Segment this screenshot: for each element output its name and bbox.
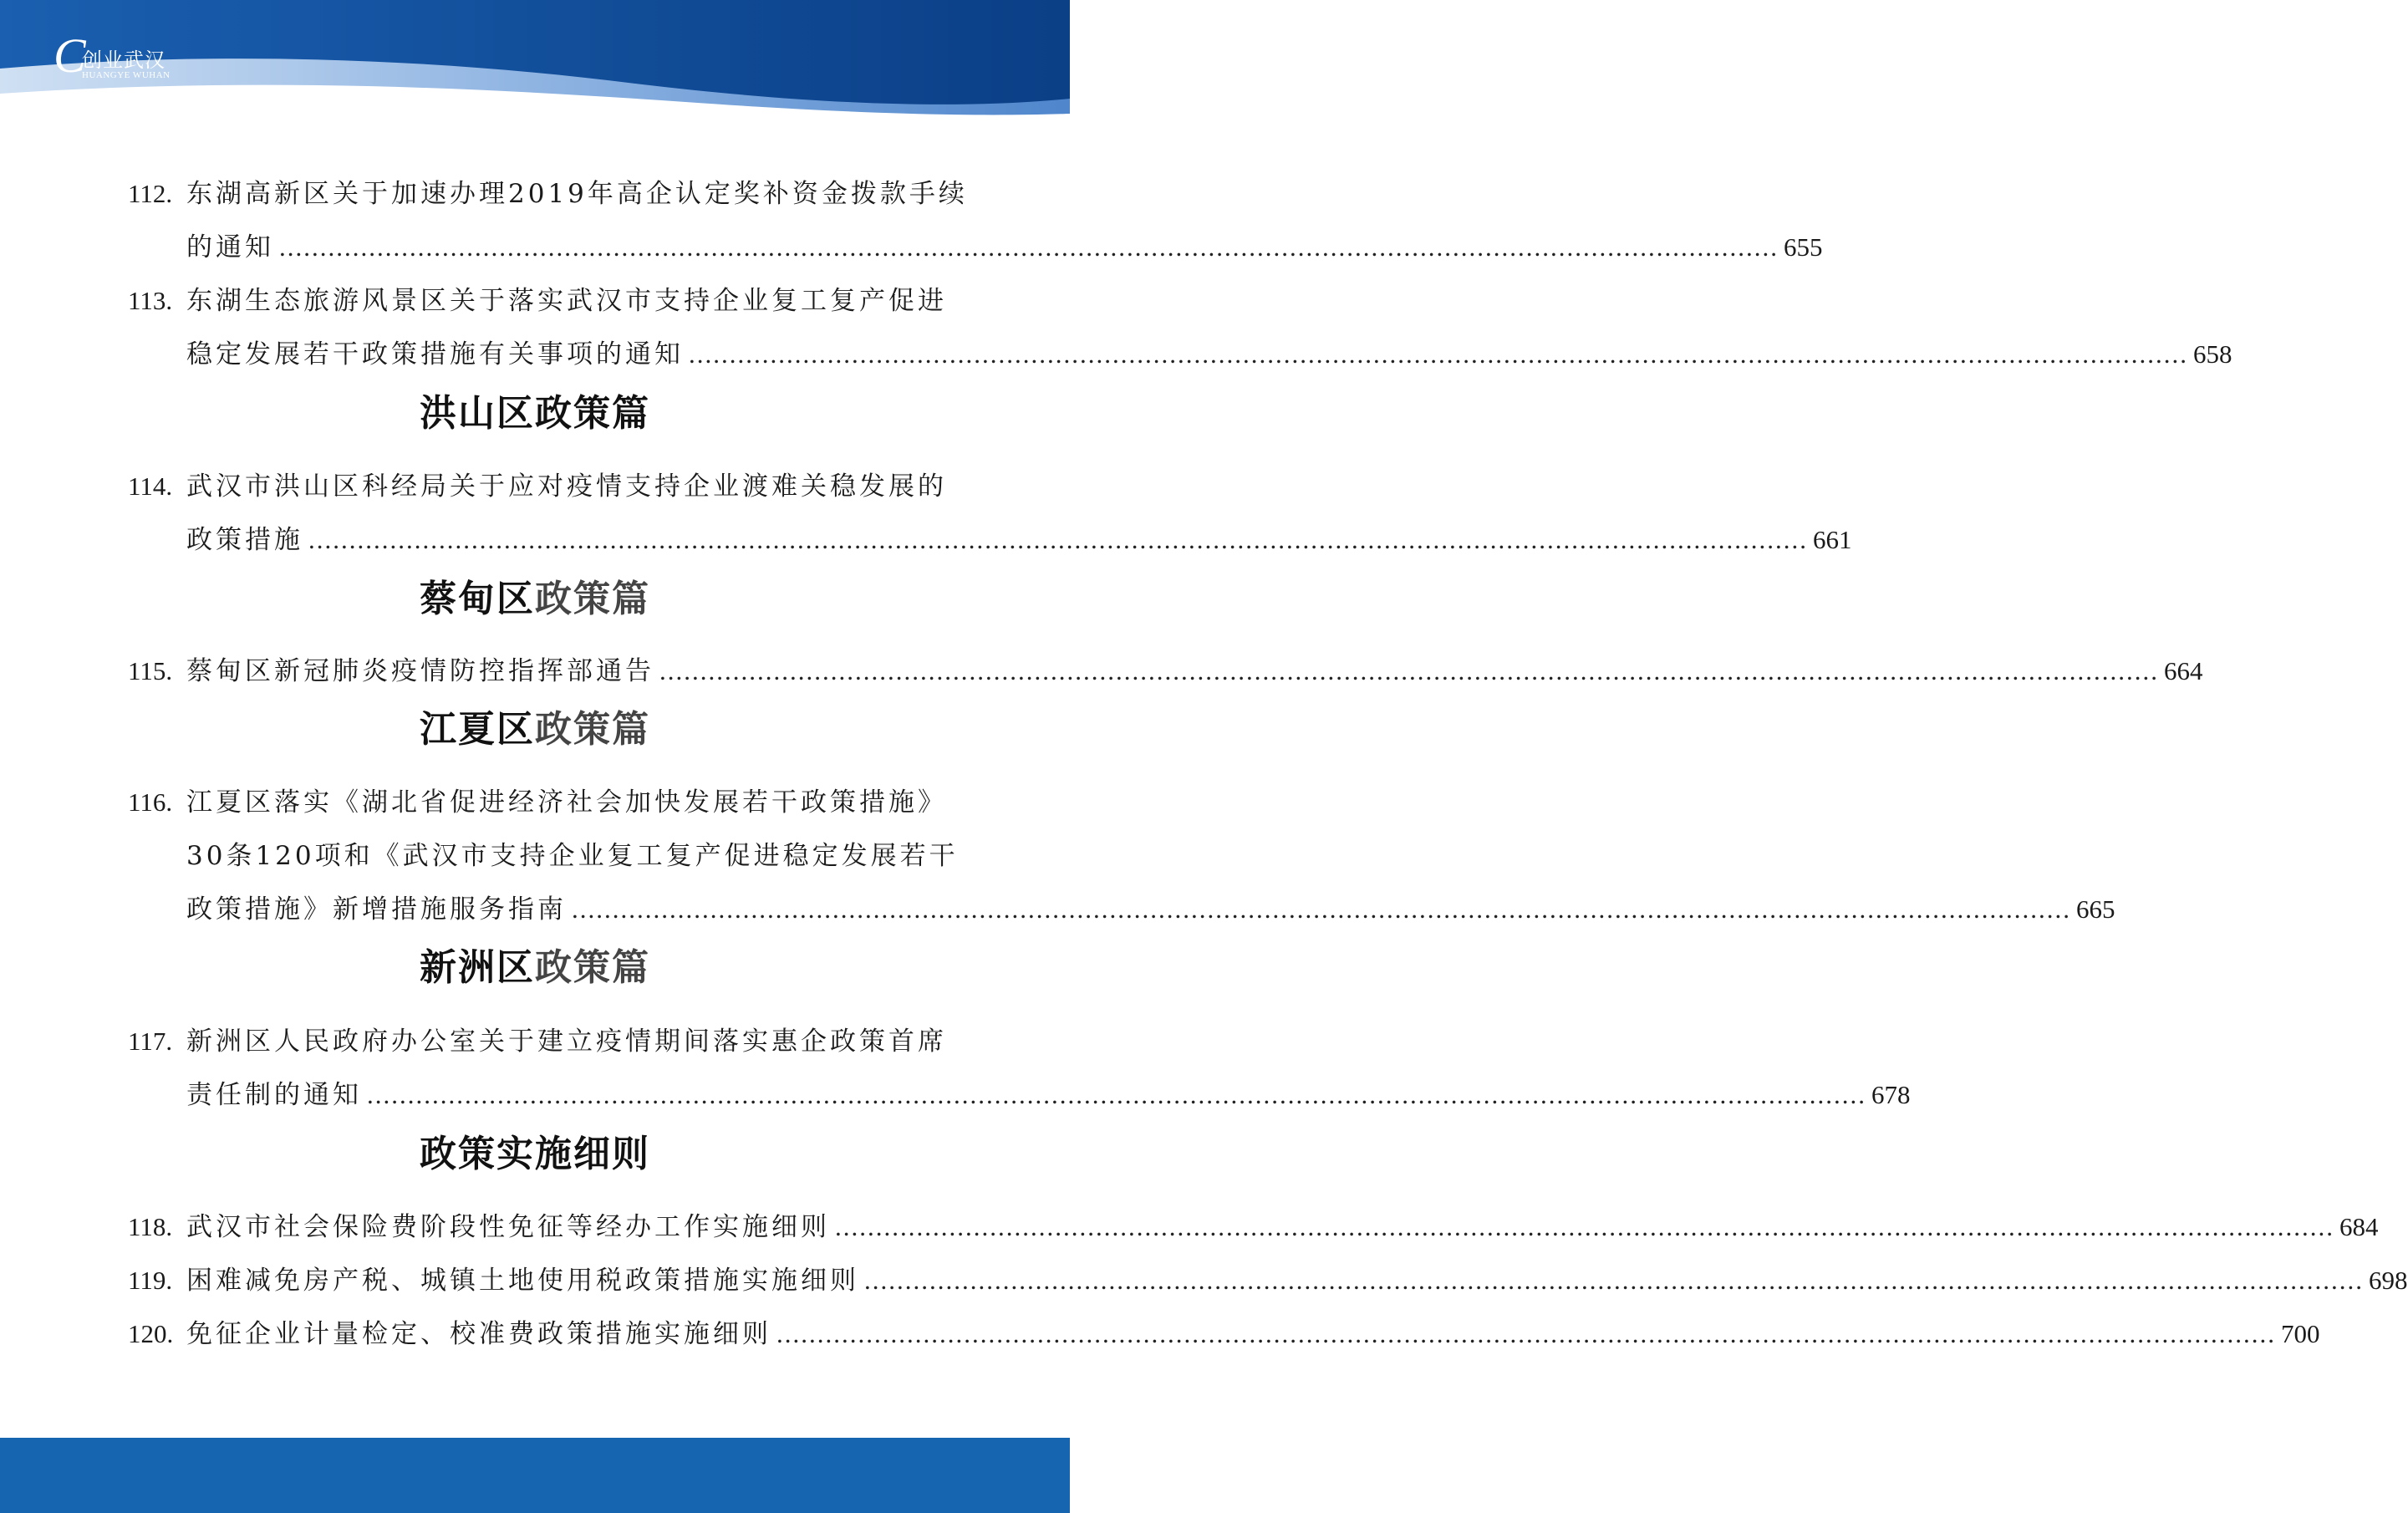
section-heading-part: 新洲区 (420, 946, 535, 989)
leader-row (186, 221, 1823, 274)
entry-title-line: 蔡甸区新冠肺炎疫情防控指挥部通告 (186, 656, 654, 686)
page-number: 700 (2281, 1319, 2320, 1348)
entry-number: 112. (128, 179, 173, 208)
toc-entry-116[interactable] (0, 776, 1070, 829)
leader-row (186, 328, 2232, 381)
page-number: 698 (2369, 1266, 2408, 1295)
page-number: 664 (2164, 656, 2203, 685)
entry-title-line: 困难减免房产税、城镇土地使用税政策措施实施细则 (186, 1266, 859, 1296)
toc-entry-116-cont2[interactable] (0, 883, 2115, 936)
toc-entry-113-cont[interactable] (0, 328, 2232, 381)
entry-title-line: 东湖高新区关于加速办理2019年高企认定奖补资金拨款手续 (186, 179, 968, 209)
section-heading-part: 政策篇 (535, 392, 650, 435)
leader-row (186, 1254, 2408, 1307)
dot-leader: ........................................................................................................................................................................................ (279, 232, 1779, 262)
toc-entry-113[interactable] (0, 274, 1070, 328)
entry-title-line: 的通知 (186, 232, 274, 262)
entry-title-line: 江夏区落实《湖北省促进经济社会加快发展若干政策措施》 (186, 787, 947, 818)
toc-entry-117-cont[interactable] (0, 1068, 1911, 1122)
leader-row (186, 644, 2203, 698)
section-heading-xinzhou (0, 939, 1070, 997)
section-heading-jiangxia (0, 700, 1070, 759)
page-number: 684 (2339, 1212, 2379, 1241)
entry-number: 118. (128, 1212, 173, 1241)
leader-row (186, 883, 2115, 936)
entry-number: 120. (128, 1319, 174, 1348)
entry-title-line: 稳定发展若干政策措施有关事项的通知 (186, 339, 684, 369)
dot-leader: ........................................................................................................................................................................................ (835, 1212, 2334, 1241)
entry-title-line: 责任制的通知 (186, 1080, 362, 1110)
section-heading-caidian (0, 570, 1070, 629)
section-heading-part: 蔡甸区 (420, 578, 535, 620)
entry-title-line: 30条120项和《武汉市支持企业复工复产促进稳定发展若干 (186, 841, 959, 871)
dot-leader: ........................................................................................................................................................................................ (308, 525, 1808, 554)
toc-entry-114-cont[interactable] (0, 513, 1852, 567)
entry-number: 113. (128, 286, 173, 315)
logo (53, 28, 196, 87)
toc-entry-116-cont1[interactable] (0, 829, 1070, 883)
entry-number: 115. (128, 656, 173, 685)
leader-row (186, 513, 1852, 567)
section-heading-hongshan (0, 385, 1070, 443)
toc-entry-114[interactable] (0, 460, 1070, 513)
leader-row (186, 1068, 1911, 1122)
entry-title-line: 政策措施 (186, 525, 303, 555)
toc-entry-115[interactable] (0, 644, 2203, 698)
dot-leader: ........................................................................................................................................................................................ (776, 1319, 2276, 1348)
entry-number: 119. (128, 1266, 173, 1295)
page-number: 655 (1784, 232, 1823, 262)
toc-entry-112[interactable] (0, 167, 1070, 221)
section-heading-part: 政策篇 (535, 708, 650, 751)
dot-leader: ........................................................................................................................................................................................ (572, 894, 2071, 924)
dot-leader: ........................................................................................................................................................................................ (659, 656, 2159, 685)
page-number: 661 (1813, 525, 1852, 554)
section-heading-part: 政策篇 (535, 946, 650, 989)
entry-title-line: 免征企业计量检定、校准费政策措施实施细则 (186, 1319, 771, 1349)
logo-c-mark: C (53, 28, 86, 83)
dot-leader: ........................................................................................................................................................................................ (689, 339, 2188, 369)
entry-title-line: 政策措施》新增措施服务指南 (186, 894, 567, 925)
page-number: 665 (2076, 894, 2115, 924)
dot-leader: ........................................................................................................................................................................................ (864, 1266, 2364, 1295)
toc-entry-119[interactable] (0, 1254, 2408, 1307)
entry-number: 116. (128, 787, 173, 817)
entry-title-line: 武汉市洪山区科经局关于应对疫情支持企业渡难关稳发展的 (186, 471, 947, 502)
entry-title-line: 东湖生态旅游风景区关于落实武汉市支持企业复工复产促进 (186, 286, 947, 316)
entry-title-line: 新洲区人民政府办公室关于建立疫情期间落实惠企政策首席 (186, 1026, 947, 1057)
toc-entry-120[interactable] (0, 1307, 2320, 1361)
logo-english-text: HUANGYE WUHAN (82, 70, 171, 80)
toc-entry-118[interactable] (0, 1200, 2379, 1254)
page-number: 658 (2193, 339, 2232, 369)
header-banner (0, 0, 1070, 117)
leader-row (186, 1200, 2379, 1254)
entry-title-line: 武汉市社会保险费阶段性免征等经办工作实施细则 (186, 1212, 830, 1242)
section-heading-part: 洪山区 (420, 392, 535, 435)
entry-number: 114. (128, 471, 173, 501)
section-heading-part: 政策篇 (535, 578, 650, 620)
logo-chinese-text: 创业武汉 (82, 48, 165, 72)
dot-leader: ........................................................................................................................................................................................ (367, 1080, 1866, 1109)
footer-band (0, 1438, 1070, 1513)
entry-number: 117. (128, 1026, 173, 1056)
page-number: 678 (1871, 1080, 1911, 1109)
toc-entry-117[interactable] (0, 1015, 1070, 1068)
section-heading-part: 江夏区 (420, 708, 535, 751)
toc-entry-112-cont[interactable] (0, 221, 1823, 274)
leader-row (186, 1307, 2320, 1361)
section-heading-implementation-rules (0, 1125, 1070, 1184)
section-heading-part: 政策实施细则 (420, 1133, 650, 1175)
